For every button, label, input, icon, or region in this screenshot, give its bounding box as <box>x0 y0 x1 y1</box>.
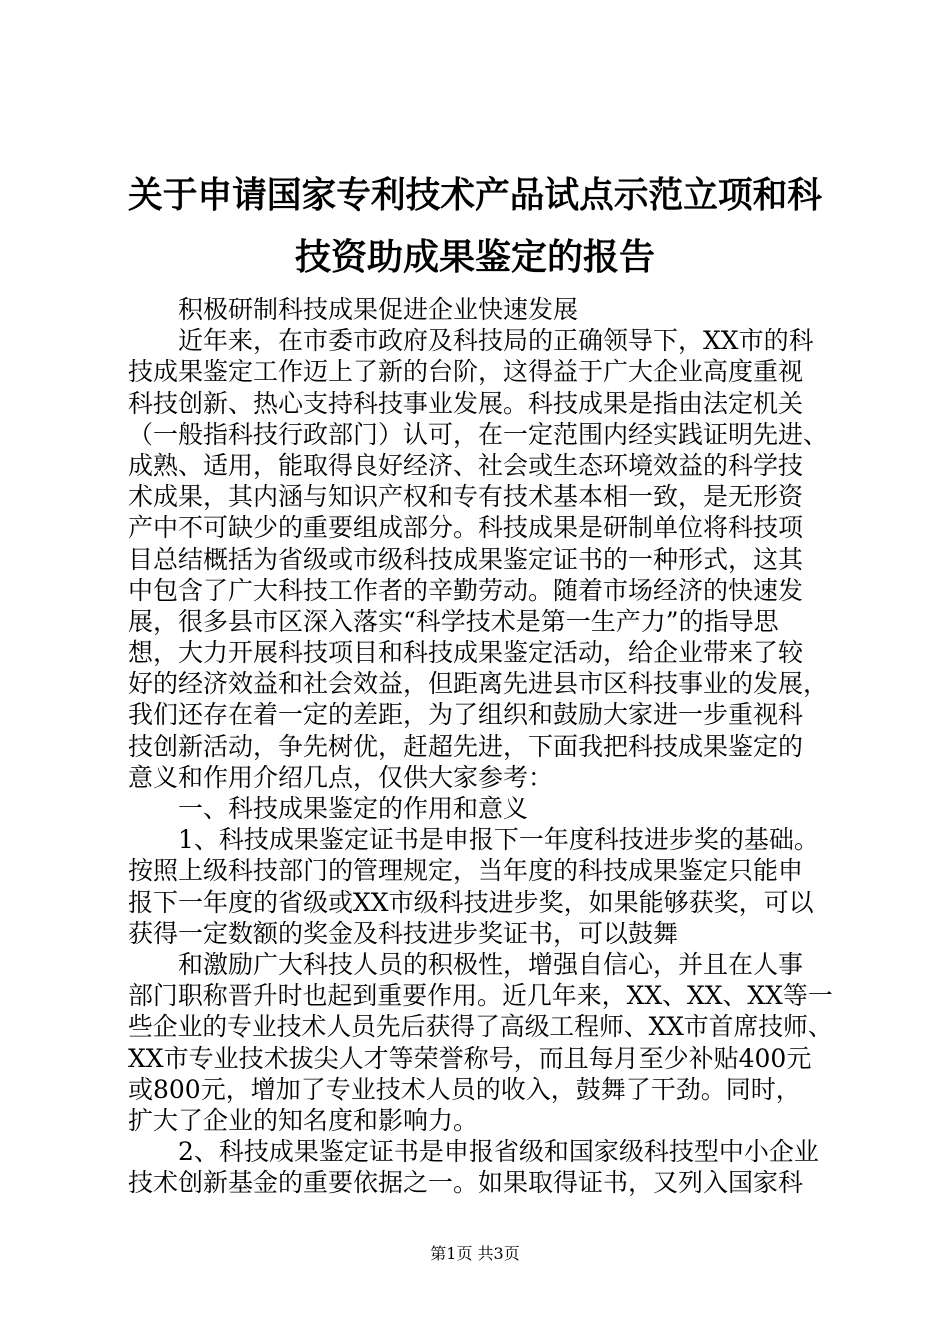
text-line: 近年来，在市委市政府及科技局的正确领导下，XX市的科 <box>178 326 814 356</box>
text-line: 些企业的专业技术人员先后获得了高级工程师、XX市首席技师、 <box>128 1012 833 1042</box>
page-footer: 第1页 共3页 <box>430 1244 520 1263</box>
document-title-line-1: 关于申请国家专利技术产品试点示范立项和科 <box>128 174 823 216</box>
text-line: 成熟、适用，能取得良好经济、社会或生态环境效益的科学技 <box>128 450 804 480</box>
text-line: 我们还存在着一定的差距，为了组织和鼓励大家进一步重视科 <box>128 700 804 730</box>
text-line: 扩大了企业的知名度和影响力。 <box>128 1105 479 1135</box>
text-line: 好的经济效益和社会效益，但距离先进县市区科技事业的发展， <box>128 669 829 699</box>
text-line: 按照上级科技部门的管理规定，当年度的科技成果鉴定只能申 <box>128 856 804 886</box>
text-line: 或800元，增加了专业技术人员的收入，鼓舞了干劲。同时， <box>128 1074 801 1104</box>
text-line: 技创新活动，争先树优，赶超先进，下面我把科技成果鉴定的 <box>128 731 804 761</box>
text-line: 术成果，其内涵与知识产权和专有技术基本相一致，是无形资 <box>128 482 804 512</box>
text-line: 一、科技成果鉴定的作用和意义 <box>178 794 529 823</box>
text-line: XX市专业技术拔尖人才等荣誉称号，而且每月至少补贴400元 <box>128 1043 812 1073</box>
text-line: 1、科技成果鉴定证书是申报下一年度科技进步奖的基础。 <box>178 825 819 855</box>
text-line: 积极研制科技成果促进企业快速发展 <box>178 295 579 324</box>
document-title-line-2: 技资助成果鉴定的报告 <box>294 236 655 278</box>
text-line: 展，很多县市区深入落实“科学技术是第一生产力”的指导思 <box>128 606 779 636</box>
text-line: 科技创新、热心支持科技事业发展。科技成果是指由法定机关 <box>128 388 804 418</box>
text-line: 中包含了广大科技工作者的辛勤劳动。随着市场经济的快速发 <box>128 575 804 605</box>
text-line: 目总结概括为省级或市级科技成果鉴定证书的一种形式，这其 <box>128 544 804 574</box>
text-line: 技术创新基金的重要依据之一。如果取得证书，又列入国家科 <box>128 1168 804 1198</box>
text-line: （一般指科技行政部门）认可，在一定范围内经实践证明先进、 <box>128 419 829 449</box>
text-line: 2、科技成果鉴定证书是申报省级和国家级科技型中小企业 <box>178 1137 819 1167</box>
text-line: 和激励广大科技人员的积极性，增强自信心，并且在人事 <box>178 949 804 979</box>
text-line: 意义和作用介绍几点，仅供大家参考： <box>128 762 554 792</box>
text-line: 获得一定数额的奖金及科技进步奖证书，可以鼓舞 <box>128 918 679 948</box>
document-body <box>128 294 833 1198</box>
text-line: 报下一年度的省级或XX市级科技进步奖，如果能够获奖，可以 <box>128 887 814 917</box>
text-line: 产中不可缺少的重要组成部分。科技成果是研制单位将科技项 <box>128 513 804 543</box>
text-line: 想，大力开展科技项目和科技成果鉴定活动，给企业带来了较 <box>128 638 804 668</box>
text-line: 技成果鉴定工作迈上了新的台阶，这得益于广大企业高度重视 <box>128 357 804 387</box>
text-line: 部门职称晋升时也起到重要作用。近几年来，XX、XX、XX等一 <box>128 981 833 1011</box>
